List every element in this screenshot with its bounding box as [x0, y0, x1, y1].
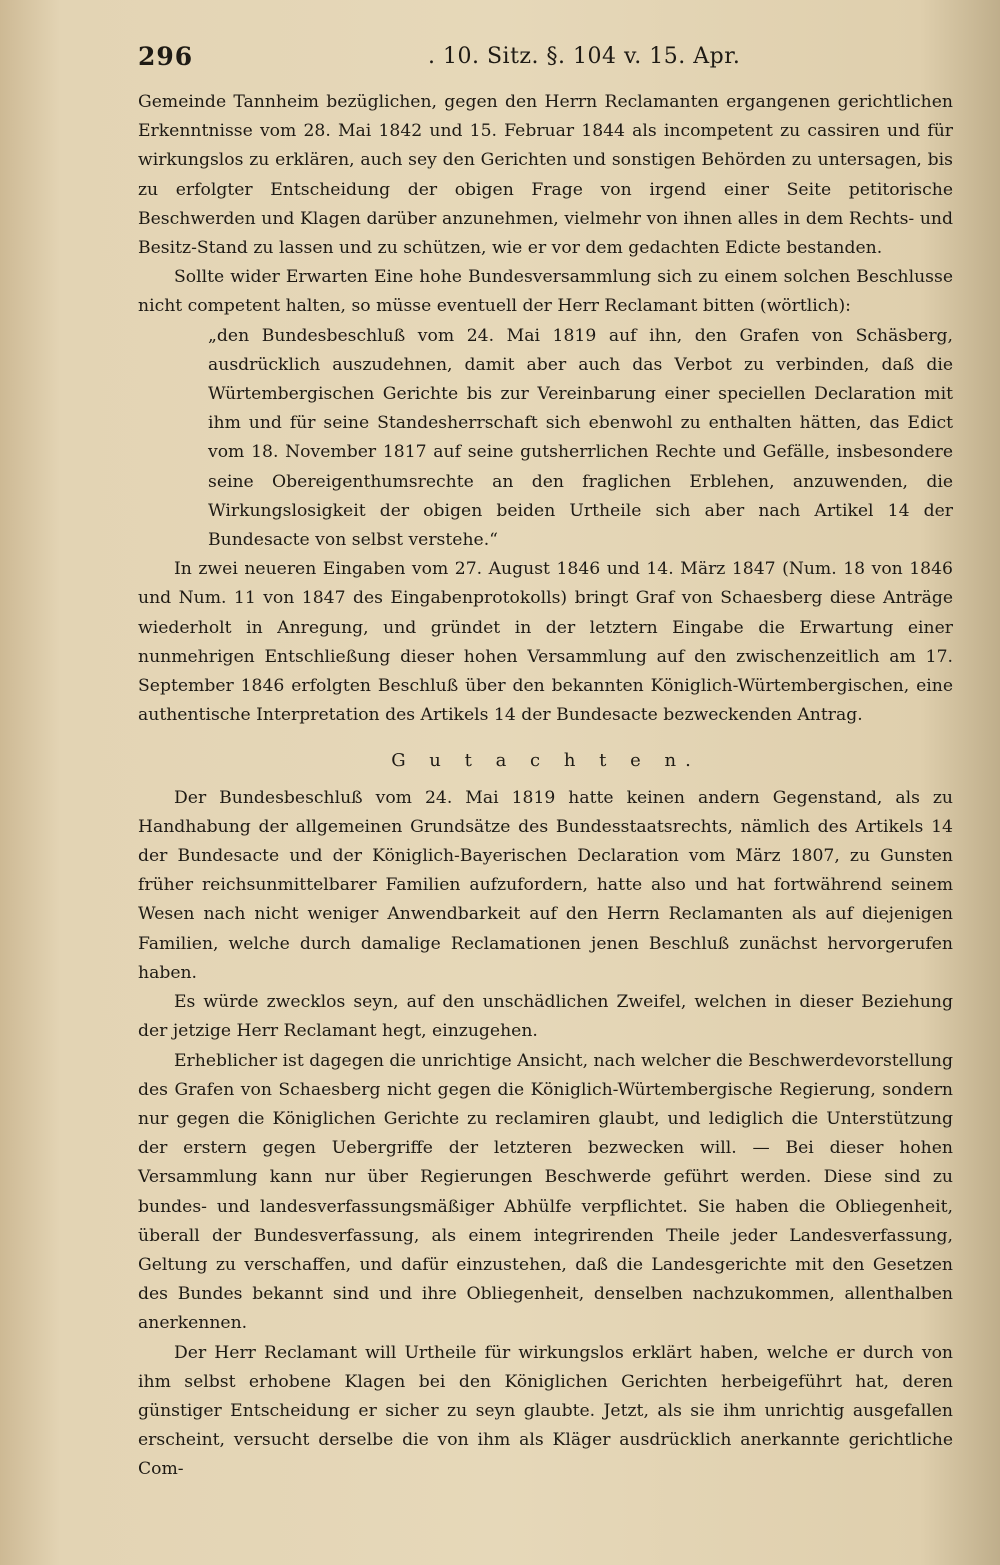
page-number: 296: [138, 42, 194, 71]
quoted-request: „den Bundesbeschluß vom 24. Mai 1819 auf ihn, den Grafen von Schäsberg, ausdrücklich auszudehnen, damit aber auch das Verbot zu verbinden, daß die Würtembergischen Gerichte bis zur Vereinbarung einer speciellen Declaration mit ihm und für seine Standesherrschaft sich ebenwohl zu enthalten hätten, das Edict vom 18. November 1817 auf seine gutsherrlichen Rechte und Gefälle, insbesondere seine Obereigenthumsrechte an den fraglichen Erblehen, anzuwenden, die Wirkungslosigkeit der obigen beiden Urtheile sich aber nach Artikel 14 der Bundesacte von selbst verstehe.“: [208, 325, 953, 551]
page-header: [138, 40, 958, 80]
page-body: [138, 88, 953, 1485]
paragraph: Erheblicher ist dagegen die unrichtige Ansicht, nach welcher die Beschwerdevorstellung des Grafen von Schaesberg nicht gegen die Königlich-Würtembergische Regierung, sondern nur gegen die Königlichen Gerichte zu reclamiren glaubt, und lediglich die Unterstützung der erstern gegen Uebergriffe der letzteren bezwecken will. — Bei dieser hohen Versammlung kann nur über Regierungen Beschwerde geführt werden. Diese sind zu bundes- und landesverfassungsmäßiger Abhülfe verpflichtet. Sie haben die Obliegenheit, überall der Bundesverfassung, als einem integrirenden Theile jeder Landesverfassung, Geltung zu verschaffen, und dafür einzustehen, daß die Landesgerichte mit den Gesetzen des Bundes bekannt sind und ihre Obliegenheit, denselben nachzukommen, allenthalben anerkennen.: [138, 1050, 953, 1334]
paragraph: Der Bundesbeschluß vom 24. Mai 1819 hatte keinen andern Gegenstand, als zu Handhabung der allgemeinen Grundsätze des Bundesstaatsrechts, nämlich des Artikels 14 der Bundesacte und der Königlich-Bayerischen Declaration vom März 1807, zu Gunsten früher reichsunmittelbarer Familien aufzufordern, hatte also und hat fortwährend seinem Wesen nach nicht weniger Anwendbarkeit auf den Herrn Reclamanten als auf diejenigen Familien, welche durch damalige Reclamationen jenen Beschluß zunächst hervorgerufen haben.: [138, 787, 953, 983]
paragraph: Es würde zwecklos seyn, auf den unschädlichen Zweifel, welchen in dieser Beziehung der jetzige Herr Reclamant hegt, einzugehen.: [138, 992, 953, 1042]
paragraph: Sollte wider Erwarten Eine hohe Bundesversammlung sich zu einem solchen Beschlusse nicht competent halten, so müsse eventuell der Herr Reclamant bitten (wörtlich):: [138, 267, 953, 317]
paragraph: Der Herr Reclamant will Urtheile für wirkungslos erklärt haben, welche er durch von ihm selbst erhobene Klagen bei den Königlichen Gerichten herbeigeführt hat, deren günstiger Entscheidung er sicher zu seyn glaubte. Jetzt, als sie ihm unrichtig ausgefallen erscheint, versucht derselbe die von ihm als Kläger ausdrücklich anerkannte gerichtliche Com-: [138, 1342, 953, 1480]
paragraph: Gemeinde Tannheim bezüglichen, gegen den Herrn Reclamanten ergangenen gerichtlichen Erkenntnisse vom 28. Mai 1842 und 15. Februar 1844 als incompetent zu cassiren und für wirkungslos zu erklären, auch sey den Gerichten und sonstigen Behörden zu untersagen, bis zu erfolgter Entscheidung der obigen Frage von irgend einer Seite petitorische Beschwerden und Klagen darüber anzunehmen, vielmehr von ihnen alles in dem Rechts- und Besitz-Stand zu lassen und zu schützen, wie er vor dem gedachten Edicte bestanden.: [138, 92, 953, 259]
section-heading: G u t a c h t e n.: [391, 750, 700, 772]
paragraph: In zwei neueren Eingaben vom 27. August 1846 und 14. März 1847 (Num. 18 von 1846 und Num. 11 von 1847 des Eingabenprotokolls) bringt Graf von Schaesberg diese Anträge wiederholt in Anregung, und gründet in der letztern Eingabe die Erwartung einer nunmehrigen Entschließung dieser hohen Versammlung auf den zwischenzeitlich am 17. September 1846 erfolgten Beschluß über den bekannten Königlich-Würtembergischen, eine authentische Interpretation des Artikels 14 der Bundesacte bezweckenden Antrag.: [138, 559, 953, 726]
running-title: . 10. Sitz. §. 104 v. 15. Apr.: [428, 44, 741, 69]
